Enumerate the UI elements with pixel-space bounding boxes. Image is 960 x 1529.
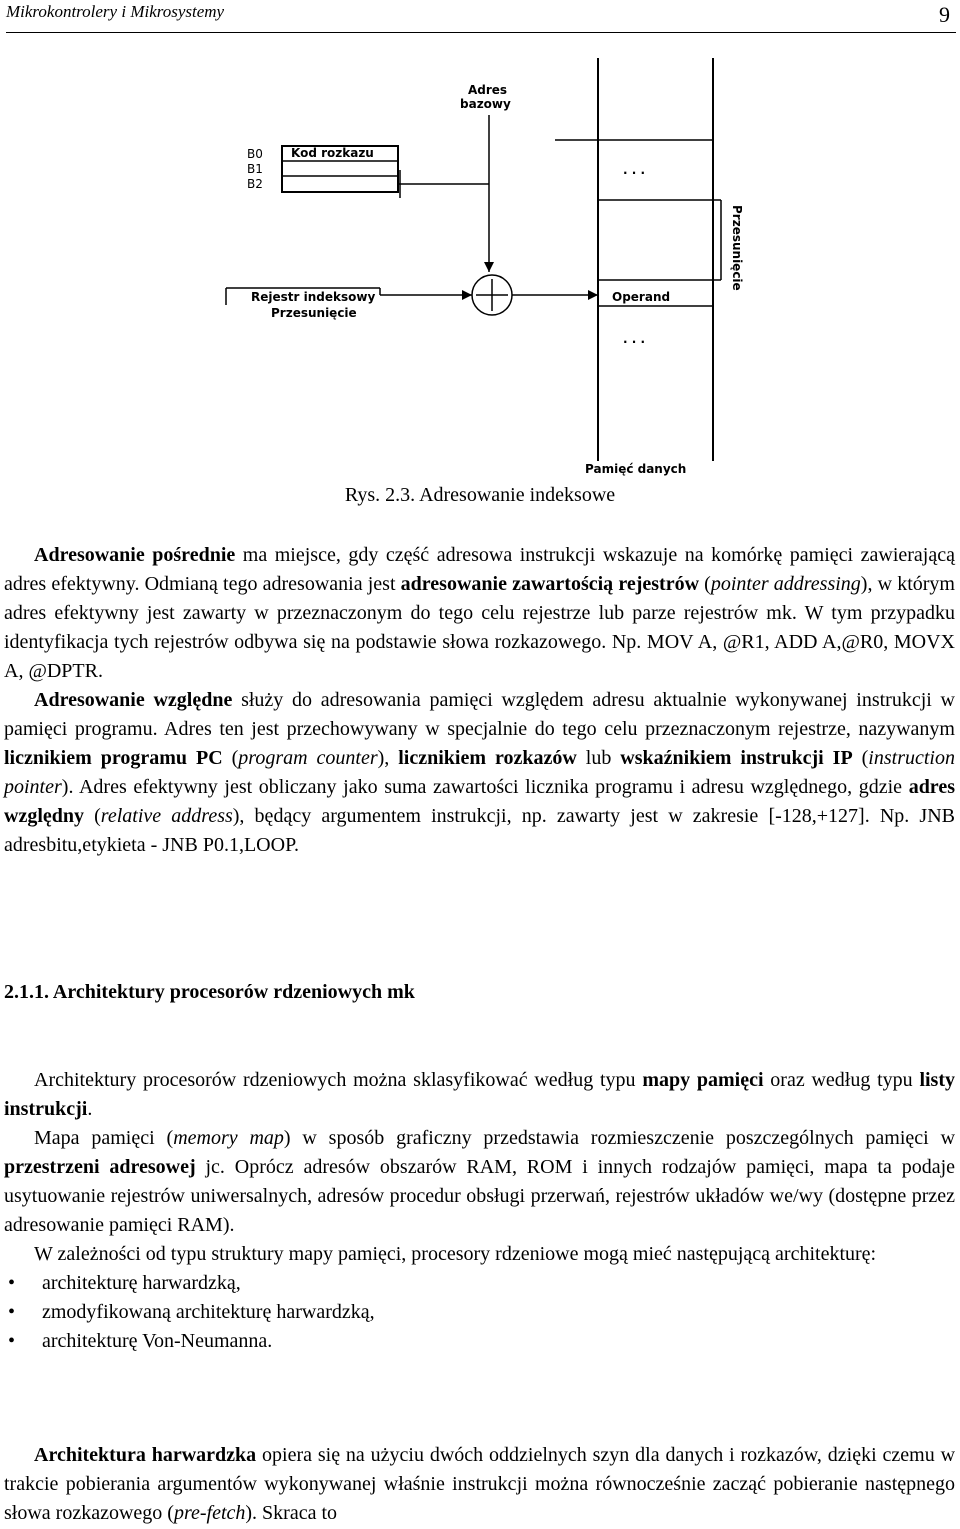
text-run: ). Adres efektywny jest obliczany jako suma zawartości licznika programu i adresu względnego, gdzie [61, 776, 909, 798]
b0-label: B0 [247, 147, 263, 161]
term: licznikiem programu PC [4, 747, 223, 769]
term-english: program counter [238, 747, 378, 769]
term: Adresowanie względne [34, 689, 233, 711]
text-run: ( [84, 805, 101, 827]
opcode-label: Kod rozkazu [291, 146, 374, 160]
paragraph-memory-map [4, 1124, 955, 1240]
text-run: Mapa pamięci ( [34, 1127, 174, 1149]
list-item: • architekturę Von-Neumanna. [4, 1327, 955, 1356]
data-memory-label: Pamięć danych [585, 462, 687, 476]
term-english: pre-fetch [173, 1502, 246, 1524]
text-run: ( [222, 747, 239, 769]
term: mapy pamięci [642, 1069, 764, 1091]
memory-dots-top: . . . [623, 163, 646, 177]
base-address-label-line1: Adres [468, 83, 508, 97]
section-heading: 2.1.1. Architektury procesorów rdzeniowych mk [4, 981, 415, 1003]
figure-caption: Rys. 2.3. Adresowanie indeksowe [344, 484, 616, 506]
list-item: • zmodyfikowaną architekturę harwardzką, [4, 1298, 955, 1327]
term: adres względny [4, 776, 955, 827]
paragraph-harvard [4, 1441, 955, 1528]
text-run: ). Skraca to [245, 1502, 338, 1524]
term: licznikiem rozkazów [398, 747, 577, 769]
memory-dots-bottom: . . . [623, 332, 646, 346]
paragraph-relative-addressing [4, 686, 955, 860]
text-run: ( [852, 747, 869, 769]
b2-label: B2 [247, 177, 263, 191]
header-title: Mikrokontrolery i Mikrosystemy [6, 2, 225, 21]
paragraph-architecture-types: W zależności od typu struktury mapy pamięci, procesory rdzeniowe mogą mieć następującą architekturę: [34, 1243, 877, 1265]
text-run: ) w sposób graficzny przedstawia rozmieszczenie poszczególnych pamięci w [283, 1127, 956, 1149]
text-run: ), w którym adres efektywny jest zawarty w przeznaczonym do tego celu rejestrze lub parze rejestrów mk. W tym przypadku identyfikacja tych rejestrów odbywa się na podstawie słowa rozkazowego. Np. MOV A, @R1, ADD A,@R0, MOVX A, @DPTR. [4, 573, 955, 682]
text-run: . [87, 1098, 93, 1120]
term: listy instrukcji [4, 1069, 955, 1120]
text-run: ma miejsce, gdy część adresowa instrukcji wskazuje na komórkę pamięci zawierającą adres efektywny. Odmianą tego adresowania jest [4, 544, 955, 595]
text-block-2 [4, 1066, 955, 1356]
text-block-1 [4, 541, 955, 860]
text-run: lub [576, 747, 621, 769]
indexed-addressing-figure [0, 0, 960, 480]
text-run: służy do adresowania pamięci względem adresu aktualnie wykonywanej instrukcji w pamięci programu. Adres ten jest przechowywany w specjalnie do tego celu przeznaczonym rejestrze, nazywanym [4, 689, 956, 740]
arrow-to-adder [484, 262, 494, 272]
text-run: ), [377, 747, 399, 769]
term: Adresowanie pośrednie [34, 544, 236, 566]
term-english: instruction pointer [4, 747, 955, 798]
paragraph-architectures [4, 1066, 955, 1124]
term: adresowanie zawartością rejestrów [400, 573, 700, 595]
list-item: • architekturę harwardzką, [4, 1269, 955, 1298]
base-address-label-line2: bazowy [460, 97, 511, 111]
text-run: opiera się na użyciu dwóch oddzielnych szyn dla danych i rozkazów, dzięki czemu w trakcie pobierania argumentów wykonywanej właśnie instrukcji można równocześnie zacząć pobieranie następnego słowa rozkazowego ( [4, 1444, 956, 1524]
term-english: pointer addressing [710, 573, 861, 595]
text-run: ( [699, 573, 711, 595]
arrow-index-to-adder [462, 290, 472, 300]
operand-label: Operand [612, 290, 671, 304]
term-english: relative address [100, 805, 233, 827]
text-run: oraz według typu [763, 1069, 920, 1091]
term: przestrzeni adresowej [4, 1156, 196, 1178]
page-number: 9 [939, 2, 950, 27]
arrow-to-operand [588, 290, 598, 300]
term: Architektura harwardzka [34, 1444, 257, 1466]
index-register-label: Rejestr indeksowy [251, 290, 376, 304]
term-english: memory map [173, 1127, 284, 1149]
paragraph-indirect-addressing [4, 541, 955, 686]
text-run: ), będący argumentem instrukcji, np. zawarty jest w zakresie [-128,+127]. Np. JNB adresbitu,etykieta - JNB P0.1,LOOP. [4, 805, 955, 856]
offset-label: Przesunięcie [271, 306, 357, 320]
architecture-list [4, 1269, 955, 1356]
term: wskaźnikiem instrukcji IP [620, 747, 853, 769]
b1-label: B1 [247, 162, 263, 176]
text-run: jc. Oprócz adresów obszarów RAM, ROM i innych rodzajów pamięci, mapa ta podaje usytuowanie rejestrów uniwersalnych, adresów procedur obsługi przerwań, rejestrów układów we/wy (dostępne przez adresowanie pamięci RAM). [4, 1156, 956, 1236]
text-block-3 [4, 1441, 955, 1528]
offset-vertical-label: Przesunięcie [730, 205, 744, 291]
text-run: Architektury procesorów rdzeniowych można sklasyfikować według typu [34, 1069, 643, 1091]
